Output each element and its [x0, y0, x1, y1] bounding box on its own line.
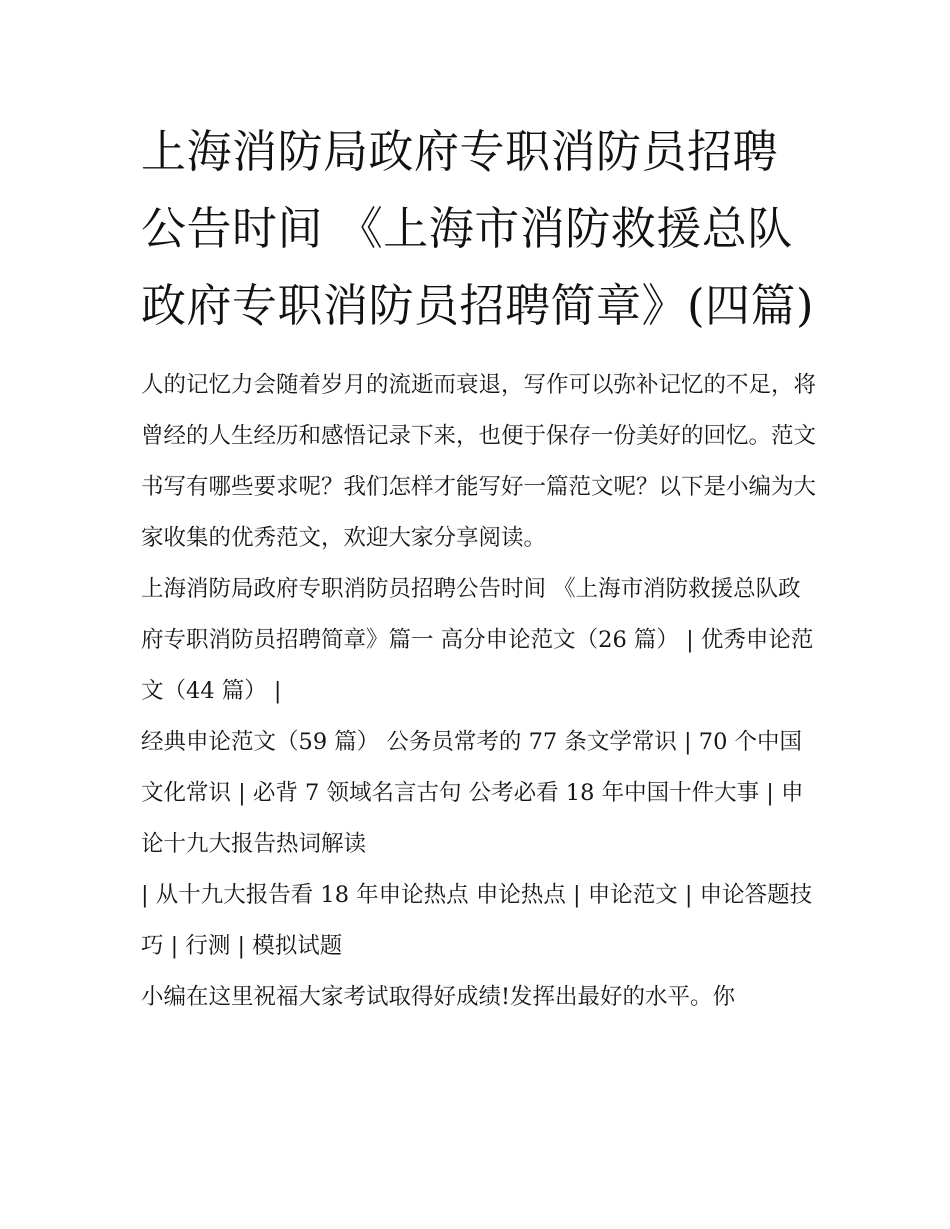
document-content: [141, 113, 816, 1023]
document-body: [141, 360, 816, 1023]
hotspots-paragraph: | 从十九大报告看 18 年申论热点 申论热点 | 申论范文 | 申论答题技巧 | 行测 | 模拟试题: [141, 882, 813, 959]
classic-essays-paragraph: 经典申论范文（59 篇） 公务员常考的 77 条文学常识 | 70 个中国文化常识 | 必背 7 领域名言古句 公考必看 18 年中国十件大事 | 申论十九大报告热词解读: [141, 729, 804, 857]
closing-paragraph: 小编在这里祝福大家考试取得好成绩!发挥出最好的水平。你: [141, 984, 736, 1010]
section-heading-paragraph: 上海消防局政府专职消防员招聘公告时间 《上海市消防救援总队政府专职消防员招聘简章》篇一 高分申论范文（26 篇） | 优秀申论范文（44 篇） |: [141, 576, 814, 704]
document-title: 上海消防局政府专职消防员招聘公告时间 《上海市消防救援总队政府专职消防员招聘简章》(四篇): [141, 125, 815, 332]
intro-paragraph: 人的记忆力会随着岁月的流逝而衰退，写作可以弥补记忆的不足，将曾经的人生经历和感悟记录下来，也便于保存一份美好的回忆。范文书写有哪些要求呢？我们怎样才能写好一篇范文呢？以下是小编为大家收集的优秀范文，欢迎大家分享阅读。: [141, 372, 817, 551]
